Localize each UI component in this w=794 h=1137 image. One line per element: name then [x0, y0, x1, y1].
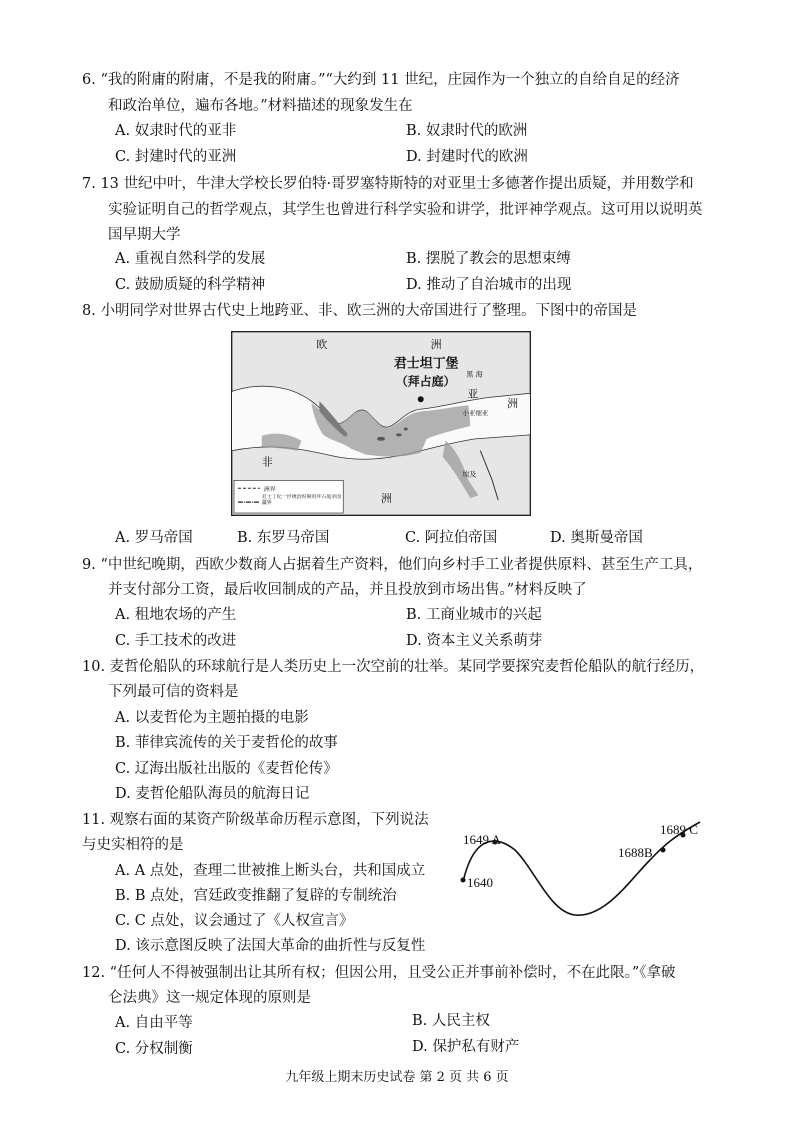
q6-stem-line-1: 6. “我的附庸的附庸，不是我的附庸。”“大约到 11 世纪，庄园作为一个独立的自给自足的经济 — [82, 72, 680, 88]
q7-option-d[interactable]: D. 推动了自治城市的出现 — [406, 277, 572, 293]
map-label-asia-minor: 小亚细亚 — [462, 409, 489, 418]
q12-stem-line-2: 仑法典》这一规定体现的原则是 — [108, 990, 311, 1006]
q9-option-c[interactable]: C. 手工技术的改进 — [115, 633, 237, 649]
map-label-africa-1: 非 — [261, 455, 273, 469]
point-b — [661, 848, 666, 853]
revolution-timeline-diagram — [455, 820, 715, 930]
map-label-africa-2: 洲 — [381, 492, 392, 506]
label-1689-c: 1689 C — [660, 822, 698, 837]
q7-option-a[interactable]: A. 重视自然科学的发展 — [115, 251, 266, 267]
q12-option-b[interactable]: B. 人民主权 — [412, 1013, 490, 1029]
byzantine-empire-map — [231, 331, 531, 516]
map-label-capital-2: （拜占庭） — [395, 374, 456, 389]
map-label-black-sea: 黑 海 — [466, 370, 483, 379]
q10-stem-line-2: 下列最可信的资料是 — [108, 684, 239, 700]
q11-stem-line-1: 11. 观察右面的某资产阶级革命历程示意图，下列说法 — [82, 812, 429, 828]
q6-option-c[interactable]: C. 封建时代的亚洲 — [115, 149, 237, 165]
map-label-capital-1: 君士坦丁堡 — [393, 356, 459, 372]
q8-option-c[interactable]: C. 阿拉伯帝国 — [405, 530, 498, 546]
label-1640: 1640 — [467, 875, 493, 890]
label-1688-b: 1688B — [618, 845, 653, 860]
q10-option-c[interactable]: C. 辽海出版社出版的《麦哲伦传》 — [115, 761, 338, 777]
map-drawing — [232, 332, 530, 515]
q8-option-b[interactable]: B. 东罗马帝国 — [237, 530, 330, 546]
map-label-europe-2: 洲 — [430, 337, 442, 351]
q10-option-a[interactable]: A. 以麦哲伦为主题拍摄的电影 — [115, 710, 309, 726]
q11-option-d[interactable]: D. 该示意图反映了法国大革命的曲折性与反复性 — [115, 938, 426, 954]
map-label-asia-2: 洲 — [507, 397, 519, 411]
q7-option-c[interactable]: C. 鼓励质疑的科学精神 — [115, 277, 266, 293]
q8-option-d[interactable]: D. 奥斯曼帝国 — [550, 530, 643, 546]
q8-stem: 8. 小明同学对世界古代史上地跨亚、非、欧三洲的大帝国进行了整理。下图中的帝国是 — [82, 303, 637, 319]
q7-stem-line-1: 7. 13 世纪中叶，牛津大学校长罗伯特·哥罗塞特斯特的对亚里士多德著作提出质疑，并用数学和 — [82, 176, 694, 192]
map-legend-2: 君士丁纪一世统治时期的拜占庭帝国疆界 — [261, 494, 342, 507]
q10-option-d[interactable]: D. 麦哲伦船队海员的航海日记 — [115, 786, 310, 802]
map-legend-1: 洲界 — [263, 486, 276, 494]
q9-option-b[interactable]: B. 工商业城市的兴起 — [406, 607, 542, 623]
map-label-asia-1: 亚 — [467, 387, 479, 401]
map-label-europe-1: 欧 — [316, 337, 328, 351]
map-label-egypt: 埃及 — [462, 470, 477, 479]
q9-option-a[interactable]: A. 租地农场的产生 — [115, 607, 237, 623]
q7-option-b[interactable]: B. 摆脱了教会的思想束缚 — [406, 251, 571, 267]
q11-option-b[interactable]: B. B 点处，宫廷政变推翻了复辟的专制统治 — [115, 888, 397, 904]
q12-option-d[interactable]: D. 保护私有财产 — [412, 1039, 520, 1055]
label-1649-a: 1649 A — [463, 832, 501, 847]
q12-stem-line-1: 12. “任何人不得被强制出让其所有权；但因公用，且受公正并事前补偿时，不在此限。”《拿破 — [82, 965, 676, 981]
q9-stem-line-2: 并支付部分工资，最后收回制成的产品，并且投放到市场出售。”材料反映了 — [108, 582, 587, 598]
q11-stem-line-2: 与史实相符的是 — [82, 837, 184, 853]
q8-option-a[interactable]: A. 罗马帝国 — [115, 530, 193, 546]
q6-option-b[interactable]: B. 奴隶时代的欧洲 — [406, 123, 528, 139]
q12-option-a[interactable]: A. 自由平等 — [115, 1015, 193, 1031]
q10-stem-line-1: 10. 麦哲伦船队的环球航行是人类历史上一次空前的壮举。某同学要探究麦哲伦船队的航行经历， — [82, 659, 705, 675]
q6-option-d[interactable]: D. 封建时代的欧洲 — [406, 149, 528, 165]
q7-stem-line-2: 实验证明自己的哲学观点，其学生也曾进行科学实验和讲学，批评神学观点。这可用以说明英 — [108, 202, 703, 218]
q9-option-d[interactable]: D. 资本主义关系萌芽 — [406, 633, 543, 649]
q11-option-a[interactable]: A. A 点处，查理二世被推上断头台，共和国成立 — [115, 863, 426, 879]
q10-option-b[interactable]: B. 菲律宾流传的关于麦哲伦的故事 — [115, 735, 338, 751]
q7-stem-line-3: 国早期大学 — [108, 227, 181, 243]
q12-option-c[interactable]: C. 分权制衡 — [115, 1041, 193, 1057]
q9-stem-line-1: 9. “中世纪晚期，西欧少数商人占据着生产资料，他们向乡村手工业者提供原料、甚至生产工具， — [82, 557, 703, 573]
q6-stem-line-2: 和政治单位，遍布各地。”材料描述的现象发生在 — [108, 98, 413, 114]
page-footer: 九年级上期末历史试卷 第 2 页 共 6 页 — [285, 1070, 509, 1085]
point-1640 — [461, 878, 466, 883]
timeline-curve — [455, 820, 715, 930]
q6-option-a[interactable]: A. 奴隶时代的亚非 — [115, 123, 237, 139]
q11-option-c[interactable]: C. C 点处，议会通过了《人权宣言》 — [115, 913, 354, 929]
